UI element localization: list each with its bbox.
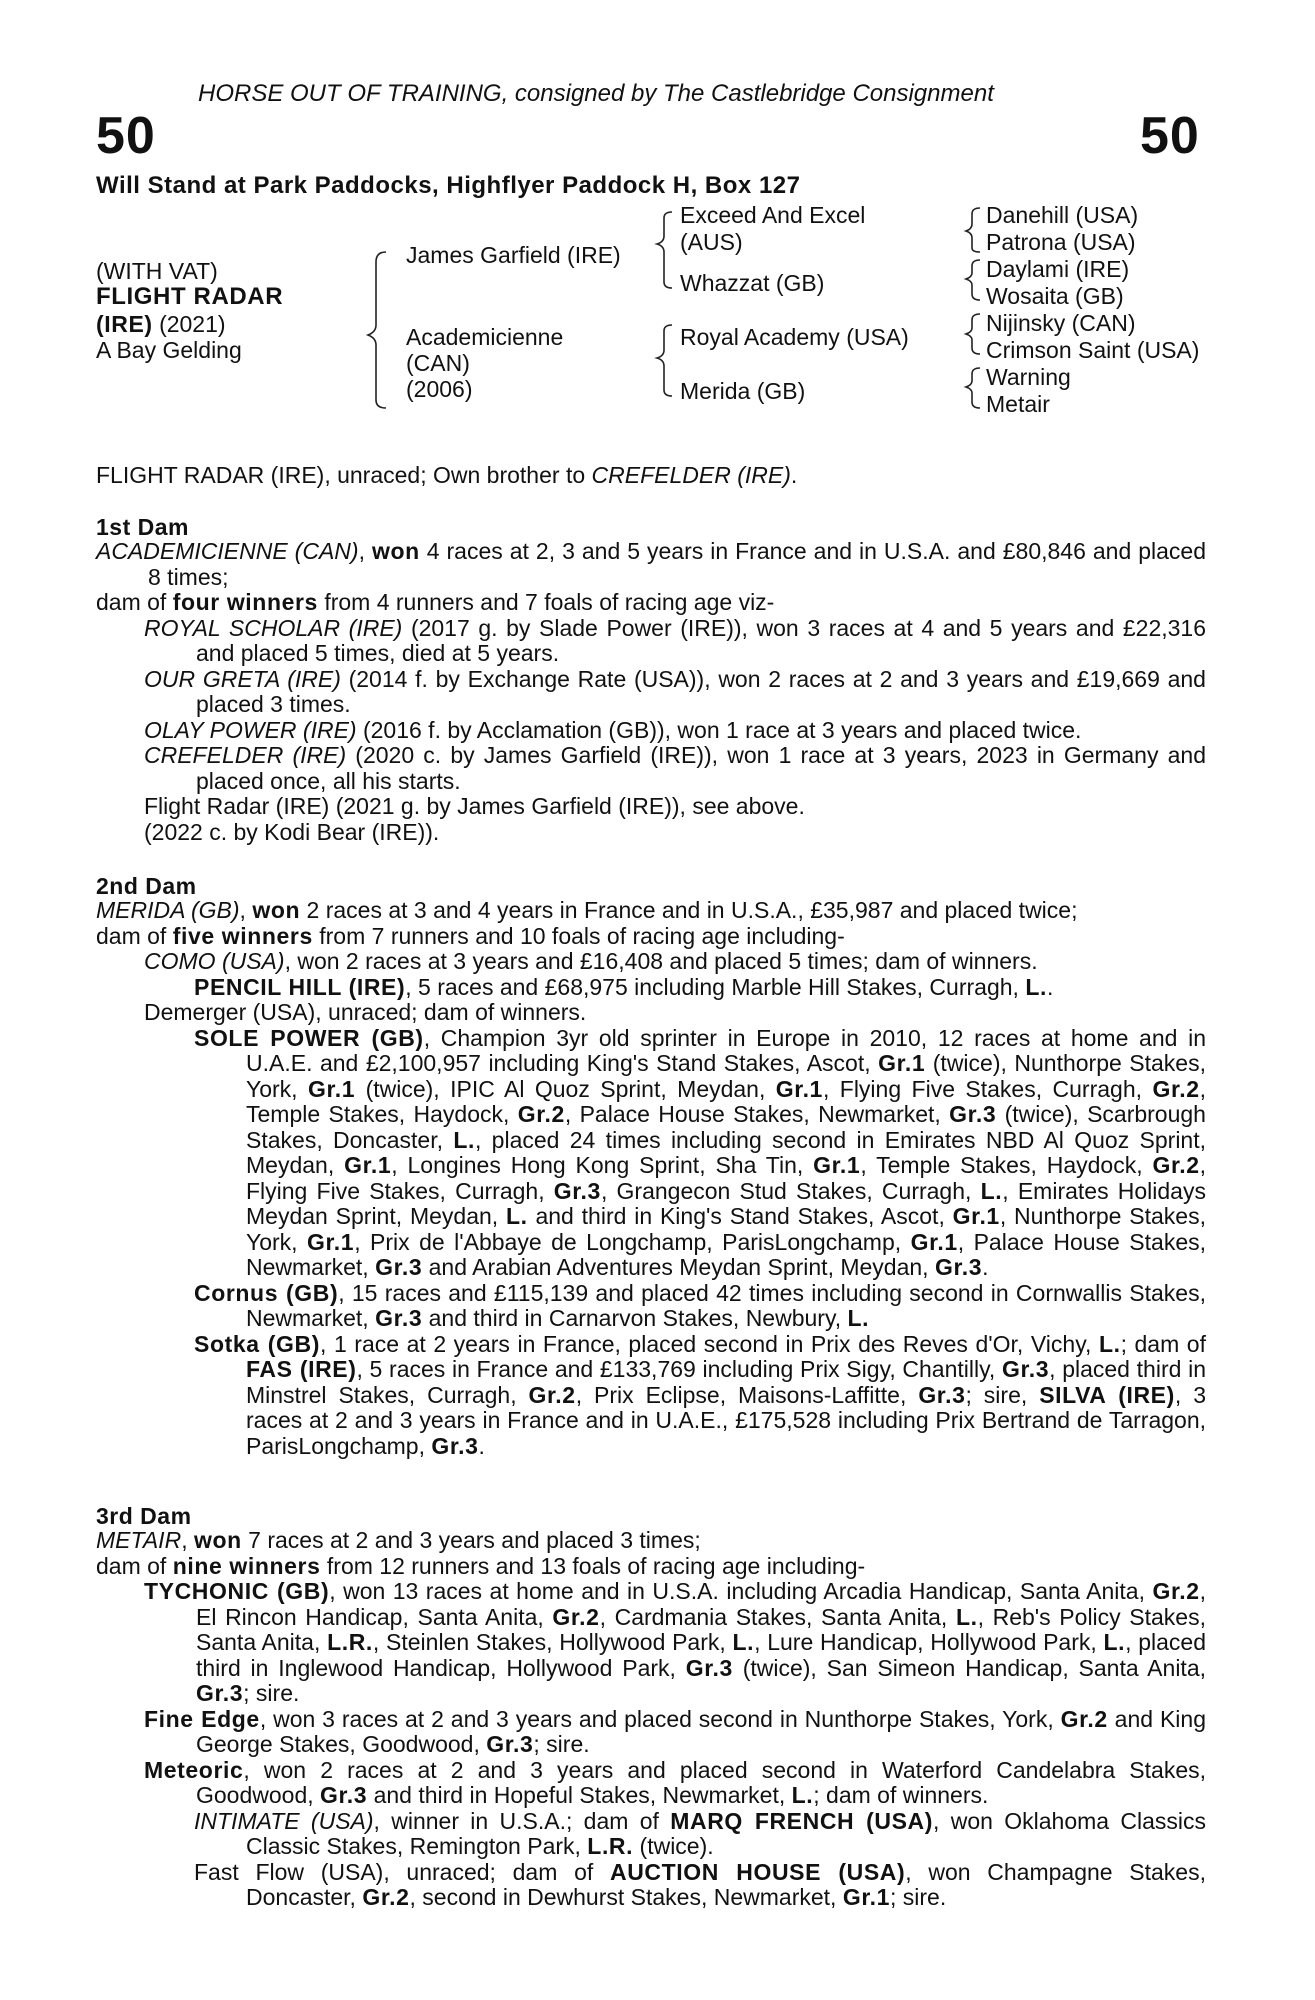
sire-sire-name: Exceed And Excel (680, 202, 866, 228)
gen3-ancestor: Warning (986, 364, 1071, 390)
produce-entry: OLAY POWER (IRE) (2016 f. by Acclamation (GB)), won 1 race at 3 years and placed twice. (144, 716, 1082, 743)
brace-dam (657, 325, 672, 396)
brace-sd (966, 260, 980, 300)
lot-number-left: 50 (96, 107, 156, 165)
horse-name: FLIGHT RADAR (96, 283, 284, 310)
dam-country: (CAN) (406, 350, 470, 376)
produce-entry: TYCHONIC (GB), won 13 races at home and in U.S.A. including Arcadia Handicap, Santa Anita, Gr.2, El Rincon Handicap, Santa Anita, Gr.2, Cardmania Stakes, Santa Anita, L., Reb's Policy Stakes, Santa Anita, L.R., Steinlen Stakes, Hollywood Park, L., Lure Handicap, Hollywood Park, L., placed third in Inglewood Handicap, Hollywood Park, Gr.3 (twice), San Simeon Handicap, Santa Anita, Gr.3; sire. (144, 1578, 1207, 1706)
brace-gen1 (368, 252, 386, 408)
lot-number-right: 50 (1140, 107, 1200, 165)
first-dam-name: ACADEMICIENNE (CAN) (96, 538, 359, 564)
first-dam-section (96, 539, 1206, 845)
produce-entry: Cornus (GB), 15 races and £115,139 and placed 42 times including second in Cornwallis Stakes, Newmarket, Gr.3 and third in Carnarvon Stakes, Newbury, L. (194, 1279, 1206, 1331)
dam-dam-name: Merida (GB) (680, 378, 806, 404)
brace-dd (966, 368, 980, 408)
third-dam-produce-summary: dam of nine winners from 12 runners and 13 foals of racing age including- (96, 1552, 866, 1579)
produce-entry: Fine Edge, won 3 races at 2 and 3 years and placed second in Nunthorpe Stakes, York, Gr.2 and King George Stakes, Goodwood, Gr.3; sire. (144, 1705, 1206, 1757)
gen3-ancestor: Danehill (USA) (986, 202, 1139, 228)
produce-entry: (2022 c. by Kodi Bear (IRE)). (144, 818, 440, 845)
vat-note: (WITH VAT) (96, 258, 218, 284)
third-dam-section (96, 1528, 1206, 1911)
first-dam-heading: 1st Dam (96, 514, 189, 540)
first-dam-record: ACADEMICIENNE (CAN), won 4 races at 2, 3 and 5 years in France and in U.S.A. and £80,846 and placed 8 times; (96, 538, 1207, 590)
produce-entry: Fast Flow (USA), unraced; dam of AUCTION HOUSE (USA), won Champagne Stakes, Doncaster, Gr.2, second in Dewhurst Stakes, Newmarket, Gr.1; sire. (194, 1858, 1206, 1910)
gen3-ancestor: Wosaita (GB) (986, 283, 1124, 309)
sire-sire-country: (AUS) (680, 229, 743, 255)
brace-sire (657, 212, 672, 288)
gen3-ancestor: Nijinsky (CAN) (986, 310, 1136, 336)
brother-name: CREFELDER (IRE) (591, 462, 791, 488)
stand-location: Will Stand at Park Paddocks, Highflyer Paddock H, Box 127 (96, 172, 801, 199)
second-dam-produce-summary: dam of five winners from 7 runners and 10 foals of racing age including- (96, 922, 845, 949)
brace-ss (966, 208, 980, 252)
dam-name: Academicienne (406, 324, 564, 350)
produce-entry: Sotka (GB), 1 race at 2 years in France, placed second in Prix des Reves d'Or, Vichy, L.; dam of FAS (IRE), 5 races in France and £133,769 including Prix Sigy, Chantilly, Gr.3, placed third in Minstrel Stakes, Curragh, Gr.2, Prix Eclipse, Maisons-Laffitte, Gr.3; sire, SILVA (IRE), 3 races at 2 and 3 years in France and in U.A.E., £175,528 including Prix Bertrand de Tarragon, ParisLongchamp, Gr.3. (194, 1330, 1206, 1459)
second-dam-section (96, 898, 1206, 1459)
produce-entry: Meteoric, won 2 races at 2 and 3 years and placed second in Waterford Candelabra Stakes, Goodwood, Gr.3 and third in Hopeful Stakes, Newmarket, L.; dam of winners. (144, 1756, 1206, 1808)
horse-description: A Bay Gelding (96, 337, 242, 363)
produce-entry: CREFELDER (IRE) (2020 c. by James Garfield (IRE)), won 1 race at 3 years, 2023 in Germany and placed once, all his starts. (144, 742, 1206, 794)
produce-entry: SOLE POWER (GB), Champion 3yr old sprinter in Europe in 2010, 12 races at home and in U.A.E. and £2,100,957 including King's Stand Stakes, Ascot, Gr.1 (twice), Nunthorpe Stakes, York, Gr.1 (twice), IPIC Al Quoz Sprint, Meydan, Gr.1, Flying Five Stakes, Curragh, Gr.2, Temple Stakes, Haydock, Gr.2, Palace House Stakes, Newmarket, Gr.3 (twice), Scarbrough Stakes, Doncaster, L., placed 24 times including second in Emirates NBD Al Quoz Sprint, Meydan, Gr.1, Longines Hong Kong Sprint, Sha Tin, Gr.1, Temple Stakes, Haydock, Gr.2, Flying Five Stakes, Curragh, Gr.3, Grangecon Stud Stakes, Curragh, L., Emirates Holidays Meydan Sprint, Meydan, L. and third in King's Stand Stakes, Ascot, Gr.1, Nunthorpe Stakes, York, Gr.1, Prix de l'Abbaye de Longchamp, ParisLongchamp, Gr.1, Palace House Stakes, Newmarket, Gr.3 and Arabian Adventures Meydan Sprint, Meydan, Gr.3. (194, 1024, 1207, 1280)
produce-entry: Demerger (USA), unraced; dam of winners. (144, 999, 587, 1025)
brace-ds (966, 314, 980, 354)
dam-sire-name: Royal Academy (USA) (680, 324, 909, 350)
first-dam-produce-summary: dam of four winners from 4 runners and 7 foals of racing age viz- (96, 589, 775, 615)
second-dam-heading: 2nd Dam (96, 873, 197, 899)
intro-line: FLIGHT RADAR (IRE), unraced; Own brother to CREFELDER (IRE). (96, 462, 798, 488)
produce-entry: INTIMATE (USA), winner in U.S.A.; dam of MARQ FRENCH (USA), won Oklahoma Classics Classic Stakes, Remington Park, L.R. (twice). (194, 1807, 1206, 1859)
gen3-ancestor: Daylami (IRE) (986, 256, 1130, 282)
second-dam-record: MERIDA (GB), won 2 races at 3 and 4 years in France and in U.S.A., £35,987 and placed twice; (96, 897, 1078, 923)
consignment-header: HORSE OUT OF TRAINING, consigned by The Castlebridge Consignment (198, 80, 994, 107)
dam-year: (2006) (406, 376, 473, 402)
third-dam-record: METAIR, won 7 races at 2 and 3 years and placed 3 times; (96, 1527, 701, 1553)
gen3-ancestor: Patrona (USA) (986, 229, 1136, 255)
produce-entry: Flight Radar (IRE) (2021 g. by James Garfield (IRE)), see above. (144, 793, 805, 819)
gen3-ancestor: Metair (986, 391, 1050, 417)
third-dam-heading: 3rd Dam (96, 1503, 192, 1529)
gen3-ancestor: Crimson Saint (USA) (986, 337, 1200, 363)
produce-entry: OUR GRETA (IRE) (2014 f. by Exchange Rate (USA)), won 2 races at 2 and 3 years and £19,669 and placed 3 times. (144, 665, 1206, 717)
produce-entry: ROYAL SCHOLAR (IRE) (2017 g. by Slade Power (IRE)), won 3 races at 4 and 5 years and £22,316 and placed 5 times, died at 5 years. (144, 614, 1207, 666)
horse-year: (2021) (159, 311, 226, 337)
sire-dam-name: Whazzat (GB) (680, 270, 825, 296)
sire-name: James Garfield (IRE) (406, 242, 621, 268)
horse-country: (IRE) (96, 311, 153, 337)
produce-entry: PENCIL HILL (IRE), 5 races and £68,975 including Marble Hill Stakes, Curragh, L.. (194, 973, 1054, 1000)
produce-entry: COMO (USA), won 2 races at 3 years and £16,408 and placed 5 times; dam of winners. (144, 948, 1038, 974)
